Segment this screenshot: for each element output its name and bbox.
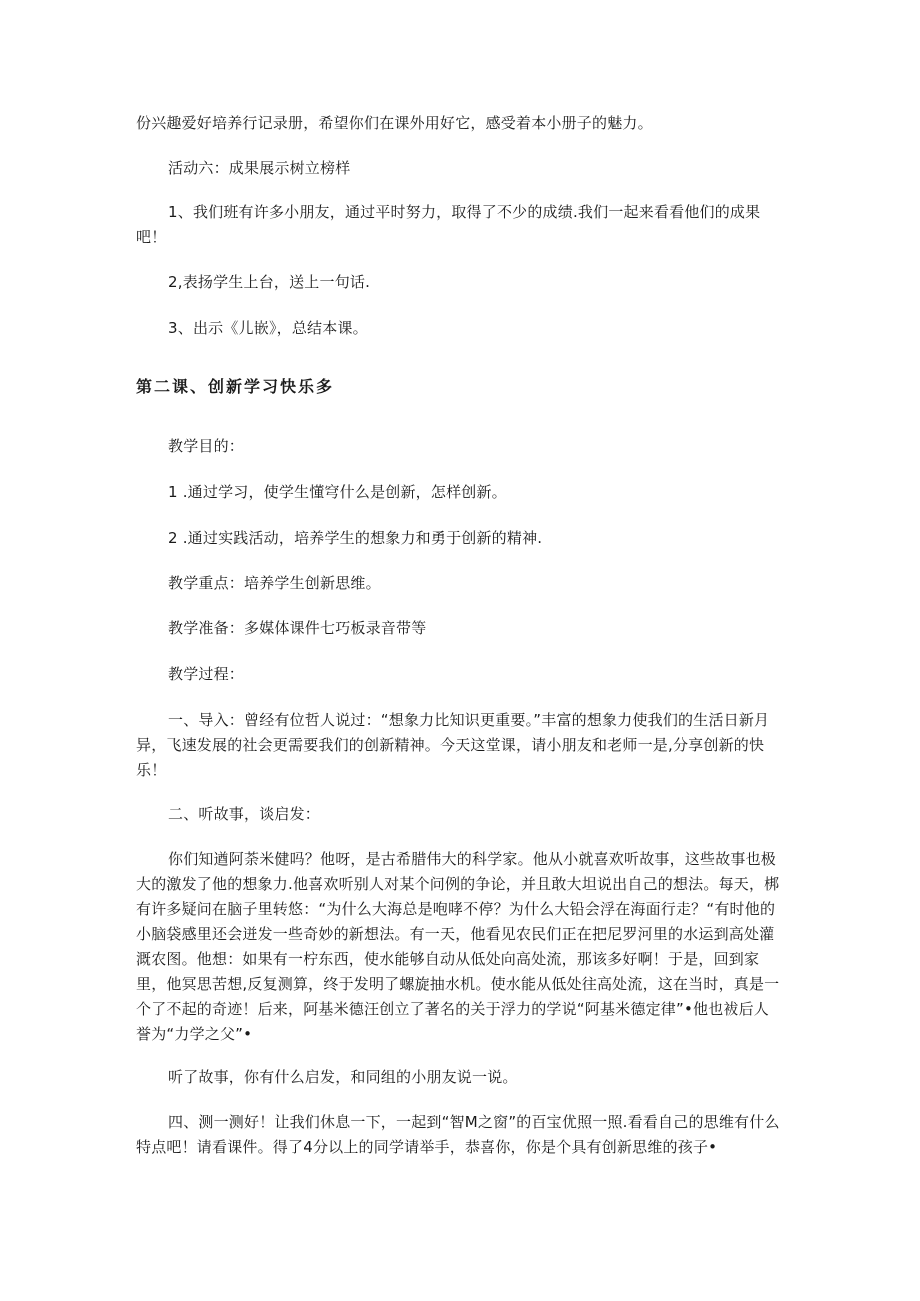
paragraph-item-3: 3、出示《儿嵌》，总结本课。: [168, 319, 368, 337]
paragraph-item-1: 1、我们班有许多小朋友，通过平时努力，取得了不少的成绩.我们一起来看看他们的成果吧！: [136, 203, 761, 246]
paragraph-discussion: 听了故事，你有什么启发，和同组的小朋友说一说。: [168, 1068, 518, 1086]
activity-six-heading: 活动六：成果展示树立榜样: [168, 159, 351, 177]
teaching-process-label: 教学过程：: [168, 665, 245, 683]
objective-1: 1 .通过学习，使学生懂穹什么是创新，怎样创新。: [168, 483, 507, 501]
objective-2: 2 .通过实践活动，培养学生的想象力和勇于创新的精神.: [168, 529, 543, 547]
paragraph-intro-continuation: 份兴趣爱好培养行记录册，希望你们在课外用好它，感受着本小册子的魅力。: [136, 114, 653, 132]
teaching-objectives-label: 教学目的：: [168, 437, 245, 455]
lesson-two-title: 第二课、创新学习快乐多: [136, 377, 335, 396]
paragraph-item-2: 2,表扬学生上台，送上一句话.: [168, 273, 371, 291]
paragraph-introduction: 一、导入：曾经有位哲人说过：“想象力比知识更重要。”丰富的想象力使我们的生活日新月异，飞速发展的社会更需要我们的创新精神。今天这堂课，请小朋友和老师一是,分享创新的快乐！: [136, 711, 770, 779]
paragraph-archimedes-story: 你们知遒阿荼米健吗？他呀，是古希腊伟大的科学家。他从小就喜欢听故事，这些故事也极大的激发了他的想象力.他喜欢听别人对某个问例的争论，并且敢大坦说出自己的想法。每天，梆有许多疑问在脑子里转悠：“为什么大海总是咆哮不停？为什么大铅会浮在海面行走？“有时他的小脑袋感里还会迸发一些奇妙的新想法。有一天，他看见农民们正在把尼罗河里的水运到高处灌溉农图。他想：如果有一柠东西，使水能够自动从低处向高处流，那该多好啊！于是，回到家里，他冥思苦想,反复测算，终于发明了螺旋抽水机。使水能从低处往高处流，这在当时，真是一个了不起的奇迹！后来，阿基米德汪创立了著名的关于浮力的学说“阿基米德定律”•他也袚后人誉为“力学之父”•: [136, 850, 780, 1043]
story-section-heading: 二、听故事，谈启发：: [168, 805, 321, 823]
teaching-preparation: 教学准备：多媒体课件七巧板录音带等: [168, 619, 427, 637]
teaching-focus: 教学重点：培养学生创新思维。: [168, 574, 381, 592]
paragraph-quiz: 四、测一测好！让我们休息一下，一起到“智M之窗”的百宝优照一照.看看自己的思维有什么特点吧！请看课件。得了4分以上的同学请举手，恭喜你，你是个具有创新思维的孩子•: [136, 1113, 780, 1156]
